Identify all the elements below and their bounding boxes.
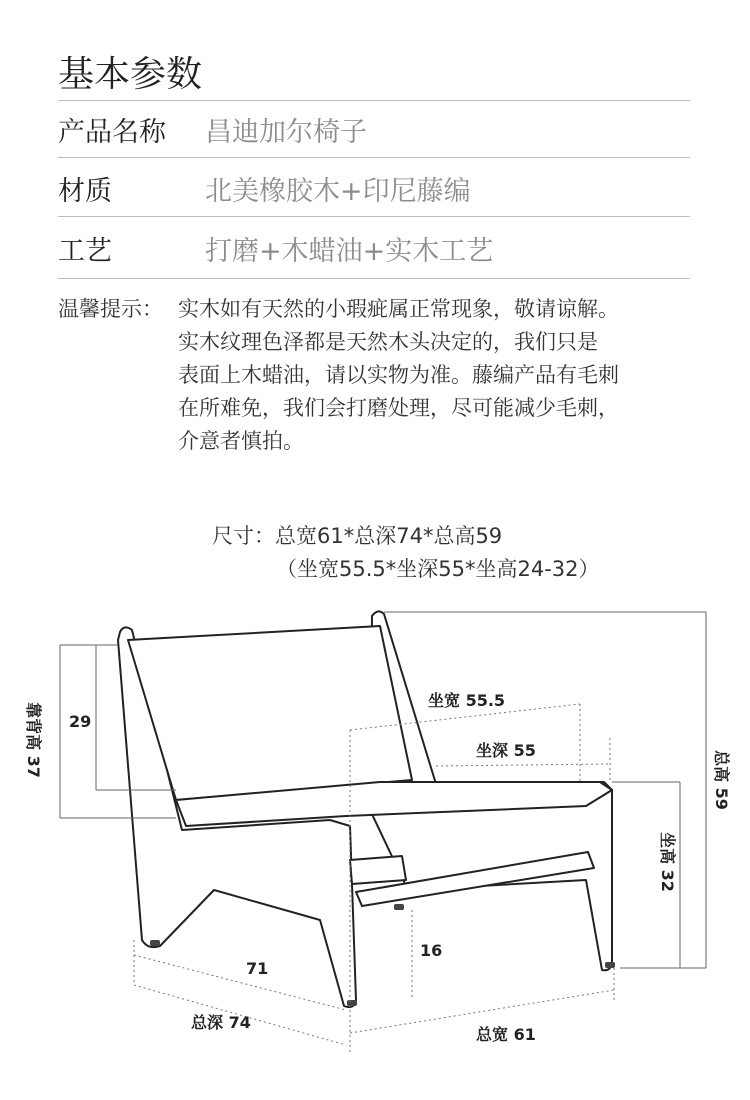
dim-back-height-label: 靠背高 37 — [24, 702, 43, 778]
divider — [58, 278, 690, 279]
notice-line: 实木纹理色泽都是天然木头决定的，我们只是 — [178, 330, 598, 354]
notice-line: 实木如有天然的小瑕疵属正常现象，敬请谅解。 — [178, 297, 619, 321]
param-label-material: 材质 — [58, 176, 112, 207]
notice-line: 表面上木蜡油，请以实物为准。藤编产品有毛刺 — [178, 363, 619, 387]
chair-outline — [118, 611, 612, 1007]
dim-side-depth-label: 71 — [246, 959, 269, 978]
size-line-seat: （坐宽55.5*坐深55*坐高24-32） — [276, 557, 600, 581]
section-title: 基本参数 — [58, 54, 203, 95]
param-value-craft: 打磨+木蜡油+实木工艺 — [205, 236, 494, 267]
param-value-name: 昌迪加尔椅子 — [205, 117, 367, 148]
notice-line: 介意者慎拍。 — [178, 429, 304, 453]
dim-seat-height-label: 坐高 32 — [658, 832, 677, 892]
dim-total-depth-label: 总深 74 — [191, 1013, 251, 1032]
chair-feet — [150, 904, 615, 1006]
divider — [58, 216, 690, 217]
dim-seat-depth-label: 坐深 55 — [476, 741, 536, 760]
param-value-material: 北美橡胶木+印尼藤编 — [205, 176, 471, 207]
size-line-total: 尺寸：总宽61*总深74*总高59 — [212, 524, 503, 548]
divider — [58, 100, 690, 101]
dim-total-width-label: 总宽 61 — [476, 1025, 536, 1044]
notice-label: 温馨提示： — [58, 297, 163, 321]
divider — [58, 157, 690, 158]
dim-total-height-label: 总高 59 — [712, 750, 731, 810]
notice-line: 在所难免，我们会打磨处理，尽可能减少毛刺， — [178, 396, 619, 420]
param-label-craft: 工艺 — [58, 236, 112, 267]
param-label-name: 产品名称 — [58, 117, 166, 148]
dim-leg-gap-label: 16 — [420, 941, 443, 960]
dim-seat-width-label: 坐宽 55.5 — [428, 691, 506, 710]
dim-back-inner-label: 29 — [69, 712, 92, 731]
chair-dimension-drawing — [0, 590, 750, 1100]
